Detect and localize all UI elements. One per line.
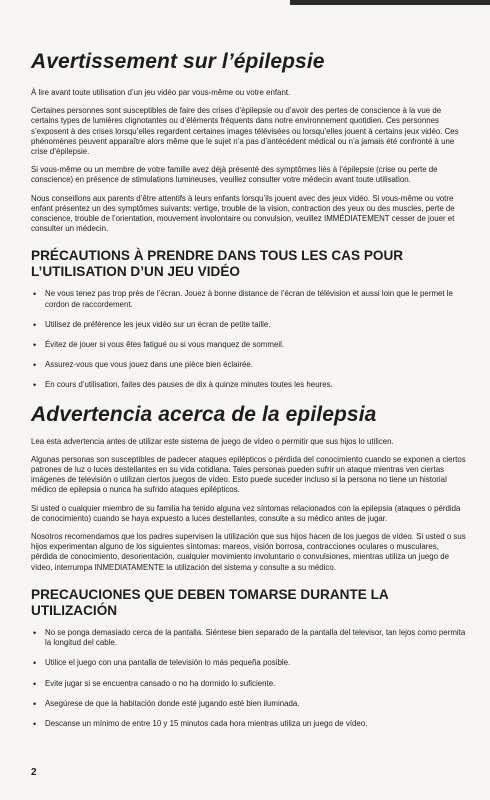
fr-paragraph: Nous conseillons aux parents d’être attentifs à leurs enfants lorsqu’ils jouent avec des jeux vidéo. Si vous-même ou votre enfant présentez un des symptômes suivants: vertige, trouble de la vision, contraction des yeux ou des muscles, perte de conscience, trouble de l’orientation, mouvement involontaire ou convulsion, veuillez IMMÉDIATEMENT cesser de jouer et consulter un médecin. — [31, 193, 455, 234]
es-title: Advertencia acerca de la epilepsia — [31, 402, 377, 426]
list-item: • En cours d’utilisation, faites des pauses de dix à quinze minutes toutes les heures. — [31, 380, 467, 390]
list-item: • Utilisez de préférence les jeux vidéo sur un écran de petite taille. — [31, 320, 467, 330]
fr-paragraph: Certaines personnes sont susceptibles de faire des crises d’épilepsie ou d’avoir des pertes de conscience à la vue de certains types de lumières clignotantes ou d’éléments fréquents dans notre environnement quotidien. Ces personnes s’exposent à des crises lorsqu’elles regardent certaines images télévisées ou lorsqu’elles jouent à certains jeux vidéo. Ces phénomènes peuvent apparaître alors même que le sujet n’a pas d’antécédent médical ou n’a jamais été confronté à une crise d’épilepsie. — [31, 106, 459, 157]
es-precautions-title: PRECAUCIONES QUE DEBEN TOMARSE DURANTE LA UTILIZACIÓN — [31, 586, 389, 618]
page-number: 2 — [31, 767, 37, 778]
fr-precautions-list — [31, 289, 467, 390]
fr-precautions-title: PRÉCAUTIONS À PRENDRE DANS TOUS LES CAS POUR L’UTILISATION D’UN JEU VIDÉO — [31, 248, 404, 280]
es-precautions-list — [31, 628, 467, 729]
es-paragraph: Si usted o cualquier miembro de su familia ha tenido alguna vez síntomas relacionados con la epilepsia (ataques o pérdida de conocimiento) cuando se haya expuesto a luces destellantes, consulte a su médico antes de jugar. — [31, 503, 461, 523]
manual-page — [31, 22, 467, 739]
fr-title: Avertissement sur l’épilepsie — [31, 50, 325, 73]
list-item: • Ne vous tenez pas trop près de l’écran. Jouez à bonne distance de l’écran de télévision et aussi loin que le permet le cordon de raccordement. — [31, 289, 467, 309]
list-item: • No se ponga demasiado cerca de la pantalla. Siéntese bien separado de la pantalla del televisor, tan lejos como permita la longitud del cable. — [31, 628, 467, 648]
fr-intro: À lire avant toute utilisation d’un jeu vidéo par vous-même ou votre enfant. — [31, 88, 291, 97]
list-item: • Asegúrese de que la habitación donde esté jugando esté bien iluminada. — [31, 699, 467, 709]
es-paragraph: Algunas personas son susceptibles de padecer ataques epilépticos o pérdida del conocimiento cuando se exponen a ciertos patrones de luz o luces destellantes en su vida cotidiana. Tales personas pueden sufrir un ataque mientras ven ciertas imágenes de televisión o utilizan ciertos juegos de vídeo. Esto puede suceder incluso si la persona no tiene un historial médico de epilepsia o nunca ha sufrido ataques epilépticos. — [31, 454, 466, 495]
fr-body — [31, 88, 467, 234]
list-item: • Descanse un mínimo de entre 10 y 15 minutos cada hora mientras utiliza un juego de vídeo. — [31, 719, 467, 729]
es-paragraph: Nosotros recomendamos que los padres supervisen la utilización que sus hijos hacen de los juegos de vídeo. Si usted o sus hijos experimentan alguno de los siguientes síntomas: mareos, visión borrosa, contracciones oculares o musculares, pérdida de conocimiento, desorientación, cualquier movimiento involuntario o convulsiones, mientras utiliza un juego de vídeo, interrumpa INMEDIATAMENTE la utilización del sistema y consulte a su médico. — [31, 532, 466, 572]
list-item: • Evite jugar si se encuentra cansado o no ha dormido lo suficiente. — [31, 679, 467, 689]
list-item: • Évitez de jouer si vous êtes fatigué ou si vous manquez de sommeil. — [31, 340, 467, 350]
list-item: • Assurez-vous que vous jouez dans une pièce bien éclairée. — [31, 360, 467, 370]
es-body — [31, 437, 467, 573]
es-intro: Lea esta advertencia antes de utilizar este sistema de juego de vídeo o permitir que sus hijos lo utilicen. — [31, 436, 394, 446]
fr-paragraph: Si vous-même ou un membre de votre famille avez déjà présenté des symptômes liés à l’épilepsie (crise ou perte de conscience) en présence de stimulations lumineuses, veuillez consulter votre médecin avant toute utilisation. — [31, 165, 438, 185]
top-edge-bar — [290, 0, 490, 5]
list-item: • Utilice el juego con una pantalla de televisión lo más pequeña posible. — [31, 658, 467, 668]
